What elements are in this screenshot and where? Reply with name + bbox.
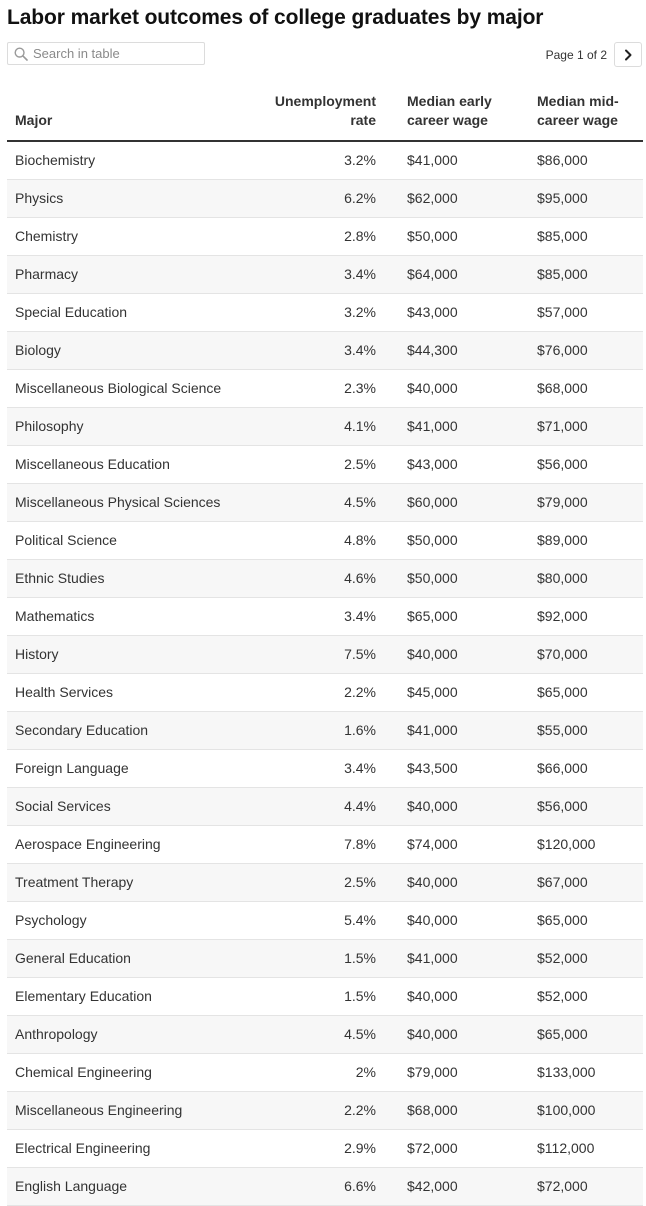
column-header-early-line1: Median early xyxy=(407,93,492,109)
cell-unemployment-rate: 4.1% xyxy=(247,407,380,445)
table-row xyxy=(7,331,643,369)
table-row xyxy=(7,293,643,331)
cell-unemployment-rate: 3.4% xyxy=(247,255,380,293)
table-row xyxy=(7,179,643,217)
search-icon xyxy=(14,47,28,61)
cell-unemployment-rate: 4.4% xyxy=(247,787,380,825)
cell-unemployment-rate: 1.6% xyxy=(247,711,380,749)
table-row xyxy=(7,901,643,939)
cell-major: Treatment Therapy xyxy=(7,863,247,901)
cell-unemployment-rate: 2.5% xyxy=(247,445,380,483)
cell-unemployment-rate: 4.5% xyxy=(247,483,380,521)
cell-major: Miscellaneous Biological Science xyxy=(7,369,247,407)
cell-early-career-wage: $41,000 xyxy=(380,939,510,977)
cell-mid-career-wage: $95,000 xyxy=(510,179,643,217)
table-row xyxy=(7,1015,643,1053)
cell-major: Secondary Education xyxy=(7,711,247,749)
cell-early-career-wage: $64,000 xyxy=(380,255,510,293)
search-input[interactable] xyxy=(33,45,198,62)
cell-early-career-wage: $79,000 xyxy=(380,1053,510,1091)
cell-early-career-wage: $44,300 xyxy=(380,331,510,369)
cell-early-career-wage: $43,000 xyxy=(380,445,510,483)
cell-unemployment-rate: 2.2% xyxy=(247,1091,380,1129)
table-row xyxy=(7,939,643,977)
cell-unemployment-rate: 1.5% xyxy=(247,939,380,977)
cell-early-career-wage: $62,000 xyxy=(380,179,510,217)
cell-mid-career-wage: $57,000 xyxy=(510,293,643,331)
cell-mid-career-wage: $52,000 xyxy=(510,977,643,1015)
cell-mid-career-wage: $67,000 xyxy=(510,863,643,901)
data-table xyxy=(7,86,643,1206)
cell-major: Anthropology xyxy=(7,1015,247,1053)
cell-early-career-wage: $41,000 xyxy=(380,711,510,749)
cell-mid-career-wage: $76,000 xyxy=(510,331,643,369)
cell-early-career-wage: $68,000 xyxy=(380,1091,510,1129)
cell-unemployment-rate: 2.8% xyxy=(247,217,380,255)
cell-major: Chemistry xyxy=(7,217,247,255)
table-row xyxy=(7,217,643,255)
table-row xyxy=(7,749,643,787)
cell-major: Special Education xyxy=(7,293,247,331)
table-row xyxy=(7,559,643,597)
cell-mid-career-wage: $71,000 xyxy=(510,407,643,445)
table-row xyxy=(7,1053,643,1091)
table-row xyxy=(7,407,643,445)
table-row xyxy=(7,1167,643,1205)
cell-major: Chemical Engineering xyxy=(7,1053,247,1091)
cell-mid-career-wage: $55,000 xyxy=(510,711,643,749)
cell-major: Pharmacy xyxy=(7,255,247,293)
cell-early-career-wage: $65,000 xyxy=(380,597,510,635)
cell-unemployment-rate: 2.2% xyxy=(247,673,380,711)
cell-early-career-wage: $40,000 xyxy=(380,901,510,939)
cell-major: Psychology xyxy=(7,901,247,939)
cell-early-career-wage: $74,000 xyxy=(380,825,510,863)
cell-major: History xyxy=(7,635,247,673)
cell-mid-career-wage: $56,000 xyxy=(510,445,643,483)
table-row xyxy=(7,711,643,749)
cell-early-career-wage: $40,000 xyxy=(380,635,510,673)
cell-unemployment-rate: 3.2% xyxy=(247,293,380,331)
cell-major: Miscellaneous Education xyxy=(7,445,247,483)
cell-unemployment-rate: 3.4% xyxy=(247,749,380,787)
column-header-early-line2: career wage xyxy=(407,112,488,128)
cell-early-career-wage: $50,000 xyxy=(380,217,510,255)
cell-mid-career-wage: $133,000 xyxy=(510,1053,643,1091)
table-row xyxy=(7,787,643,825)
column-header-early-wage[interactable] xyxy=(380,86,510,141)
column-header-mid-line2: career wage xyxy=(537,112,618,128)
cell-major: Aerospace Engineering xyxy=(7,825,247,863)
table-row xyxy=(7,1091,643,1129)
cell-early-career-wage: $50,000 xyxy=(380,521,510,559)
cell-early-career-wage: $72,000 xyxy=(380,1129,510,1167)
cell-early-career-wage: $41,000 xyxy=(380,141,510,179)
cell-unemployment-rate: 3.4% xyxy=(247,331,380,369)
table-row xyxy=(7,673,643,711)
table-row xyxy=(7,1129,643,1167)
cell-early-career-wage: $40,000 xyxy=(380,863,510,901)
cell-unemployment-rate: 6.2% xyxy=(247,179,380,217)
column-header-unemployment[interactable] xyxy=(247,86,380,141)
cell-major: Elementary Education xyxy=(7,977,247,1015)
table-body xyxy=(7,141,643,1205)
cell-mid-career-wage: $89,000 xyxy=(510,521,643,559)
cell-unemployment-rate: 1.5% xyxy=(247,977,380,1015)
cell-unemployment-rate: 2.9% xyxy=(247,1129,380,1167)
cell-early-career-wage: $40,000 xyxy=(380,787,510,825)
cell-mid-career-wage: $100,000 xyxy=(510,1091,643,1129)
cell-major: Miscellaneous Engineering xyxy=(7,1091,247,1129)
column-header-major-label: Major xyxy=(15,112,53,128)
cell-major: Ethnic Studies xyxy=(7,559,247,597)
cell-early-career-wage: $45,000 xyxy=(380,673,510,711)
cell-unemployment-rate: 7.5% xyxy=(247,635,380,673)
cell-early-career-wage: $41,000 xyxy=(380,407,510,445)
cell-mid-career-wage: $65,000 xyxy=(510,673,643,711)
cell-mid-career-wage: $72,000 xyxy=(510,1167,643,1205)
table-row xyxy=(7,483,643,521)
cell-mid-career-wage: $85,000 xyxy=(510,217,643,255)
cell-early-career-wage: $60,000 xyxy=(380,483,510,521)
table-header-row xyxy=(7,86,643,141)
cell-mid-career-wage: $92,000 xyxy=(510,597,643,635)
table-row xyxy=(7,597,643,635)
cell-mid-career-wage: $70,000 xyxy=(510,635,643,673)
cell-unemployment-rate: 4.6% xyxy=(247,559,380,597)
column-header-unemployment-line2: rate xyxy=(350,112,376,128)
cell-major: Biology xyxy=(7,331,247,369)
cell-mid-career-wage: $85,000 xyxy=(510,255,643,293)
table-row xyxy=(7,863,643,901)
cell-major: Electrical Engineering xyxy=(7,1129,247,1167)
cell-major: General Education xyxy=(7,939,247,977)
cell-unemployment-rate: 4.8% xyxy=(247,521,380,559)
cell-major: Political Science xyxy=(7,521,247,559)
search-box[interactable] xyxy=(7,42,205,65)
table-row xyxy=(7,369,643,407)
table-row xyxy=(7,521,643,559)
next-page-button[interactable] xyxy=(614,42,642,67)
cell-early-career-wage: $40,000 xyxy=(380,1015,510,1053)
cell-major: Social Services xyxy=(7,787,247,825)
cell-mid-career-wage: $66,000 xyxy=(510,749,643,787)
table-row xyxy=(7,255,643,293)
cell-unemployment-rate: 2.5% xyxy=(247,863,380,901)
table-row xyxy=(7,141,643,179)
cell-early-career-wage: $43,500 xyxy=(380,749,510,787)
page-title: Labor market outcomes of college graduates by major xyxy=(7,6,544,29)
cell-major: Mathematics xyxy=(7,597,247,635)
cell-unemployment-rate: 7.8% xyxy=(247,825,380,863)
cell-early-career-wage: $50,000 xyxy=(380,559,510,597)
table-row xyxy=(7,977,643,1015)
column-header-mid-line1: Median mid- xyxy=(537,93,619,109)
cell-mid-career-wage: $80,000 xyxy=(510,559,643,597)
cell-mid-career-wage: $65,000 xyxy=(510,1015,643,1053)
cell-major: Physics xyxy=(7,179,247,217)
cell-mid-career-wage: $52,000 xyxy=(510,939,643,977)
cell-mid-career-wage: $68,000 xyxy=(510,369,643,407)
table-row xyxy=(7,825,643,863)
cell-early-career-wage: $40,000 xyxy=(380,977,510,1015)
cell-unemployment-rate: 2.3% xyxy=(247,369,380,407)
chevron-right-icon xyxy=(624,49,633,61)
cell-early-career-wage: $40,000 xyxy=(380,369,510,407)
cell-mid-career-wage: $56,000 xyxy=(510,787,643,825)
cell-mid-career-wage: $112,000 xyxy=(510,1129,643,1167)
cell-mid-career-wage: $120,000 xyxy=(510,825,643,863)
cell-major: English Language xyxy=(7,1167,247,1205)
column-header-unemployment-line1: Unemployment xyxy=(274,93,376,109)
cell-major: Foreign Language xyxy=(7,749,247,787)
column-header-mid-wage[interactable] xyxy=(510,86,643,141)
cell-major: Philosophy xyxy=(7,407,247,445)
page-indicator: Page 1 of 2 xyxy=(545,48,607,62)
cell-unemployment-rate: 3.4% xyxy=(247,597,380,635)
column-header-major[interactable] xyxy=(7,86,247,141)
cell-major: Health Services xyxy=(7,673,247,711)
table-row xyxy=(7,635,643,673)
cell-unemployment-rate: 5.4% xyxy=(247,901,380,939)
table-row xyxy=(7,445,643,483)
cell-early-career-wage: $43,000 xyxy=(380,293,510,331)
cell-mid-career-wage: $86,000 xyxy=(510,141,643,179)
cell-mid-career-wage: $79,000 xyxy=(510,483,643,521)
cell-unemployment-rate: 3.2% xyxy=(247,141,380,179)
cell-early-career-wage: $42,000 xyxy=(380,1167,510,1205)
cell-unemployment-rate: 6.6% xyxy=(247,1167,380,1205)
cell-major: Biochemistry xyxy=(7,141,247,179)
cell-major: Miscellaneous Physical Sciences xyxy=(7,483,247,521)
cell-unemployment-rate: 4.5% xyxy=(247,1015,380,1053)
cell-mid-career-wage: $65,000 xyxy=(510,901,643,939)
cell-unemployment-rate: 2% xyxy=(247,1053,380,1091)
